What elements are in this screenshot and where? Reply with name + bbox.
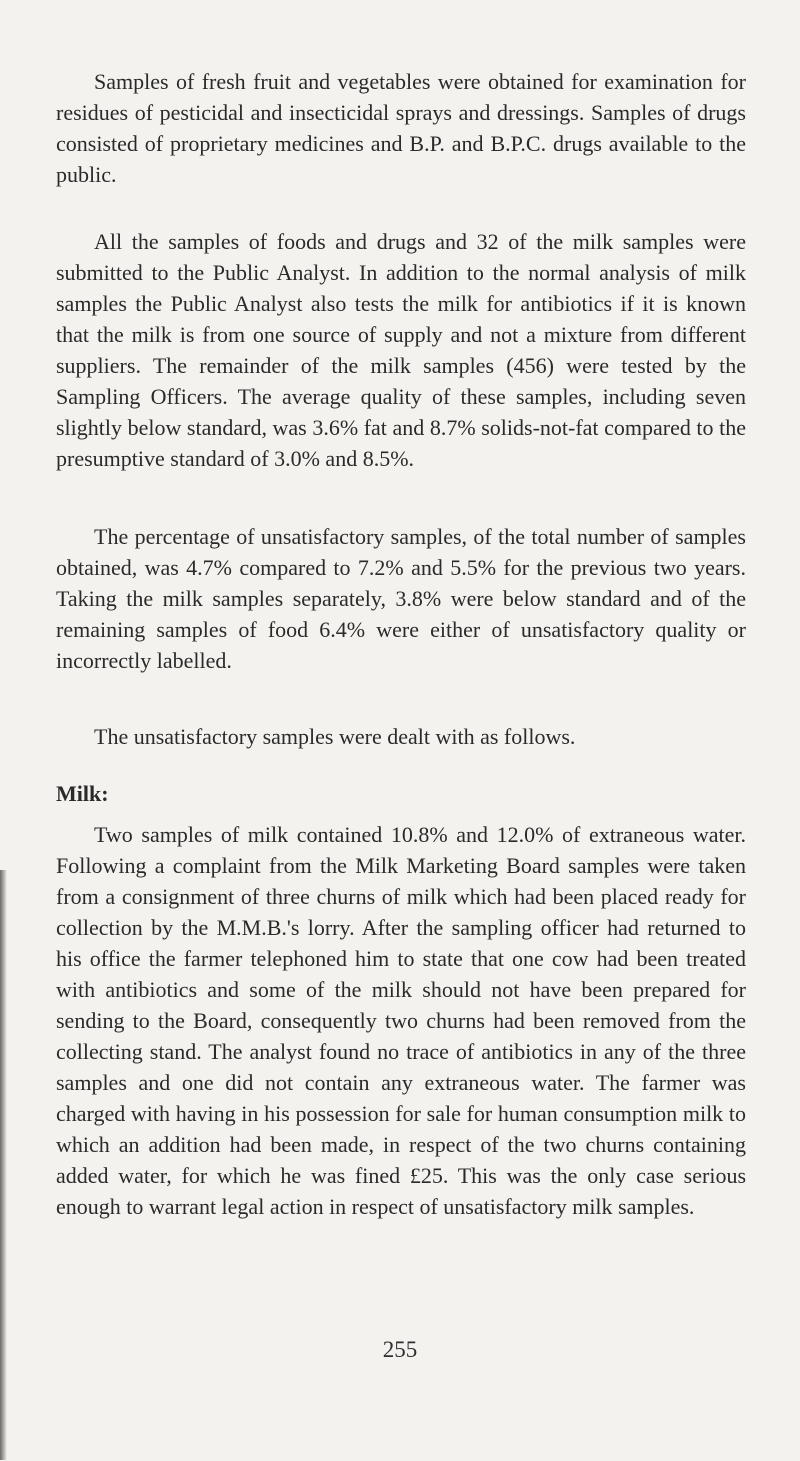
section-heading-milk: Milk:	[56, 781, 109, 806]
paragraph-public-analyst: All the samples of foods and drugs and 32 of the milk samples were submitted to the Public Analyst. In addition to the normal analysis of milk samples the Public Analyst also tests the milk for antibiotics if it is known that the milk is from one source of supply and not a mixture from different suppliers. The remainder of the milk samples (456) were tested by the Sampling Officers. The average quality of these samples, including seven slightly below standard, was 3.6% fat and 8.7% solids-not-fat compared to the presumptive standard of 3.0% and 8.5%.	[56, 229, 746, 471]
scan-binding-edge	[0, 870, 7, 1460]
page-number: 255	[382, 1337, 418, 1362]
document-page	[56, 66, 746, 1222]
paragraph-dealt-with: The unsatisfactory samples were dealt with as follows.	[94, 724, 576, 749]
paragraph-unsatisfactory-percentage: The percentage of unsatisfactory samples, of the total number of samples obtained, was 4.7% compared to 7.2% and 5.5% for the previous two years. Taking the milk samples separately, 3.8% were below standard and of the remaining samples of food 6.4% were either of unsatisfactory quality or incorrectly labelled.	[56, 524, 746, 673]
paragraph-fruit-vegetables: Samples of fresh fruit and vegetables were obtained for examination for residues of pesticidal and insecticidal sprays and dressings. Samples of drugs consisted of proprietary medicines and B.P. and B.P.C. drugs available to the public.	[56, 69, 746, 187]
paragraph-milk-cases: Two samples of milk contained 10.8% and 12.0% of extraneous water. Following a complaint from the Milk Marketing Board samples were taken from a consignment of three churns of milk which had been placed ready for collection by the M.M.B.'s lorry. After the sampling officer had returned to his office the farmer telephoned him to state that one cow had been treated with antibiotics and some of the milk should not have been prepared for sending to the Board, consequently two churns had been removed from the collecting stand. The analyst found no trace of antibiotics in any of the three samples and one did not contain any extraneous water. The farmer was charged with having in his possession for sale for human consumption milk to which an addition had been made, in respect of the two churns containing added water, for which he was fined £25. This was the only case serious enough to warrant legal action in respect of unsatisfactory milk samples.	[56, 822, 746, 1219]
